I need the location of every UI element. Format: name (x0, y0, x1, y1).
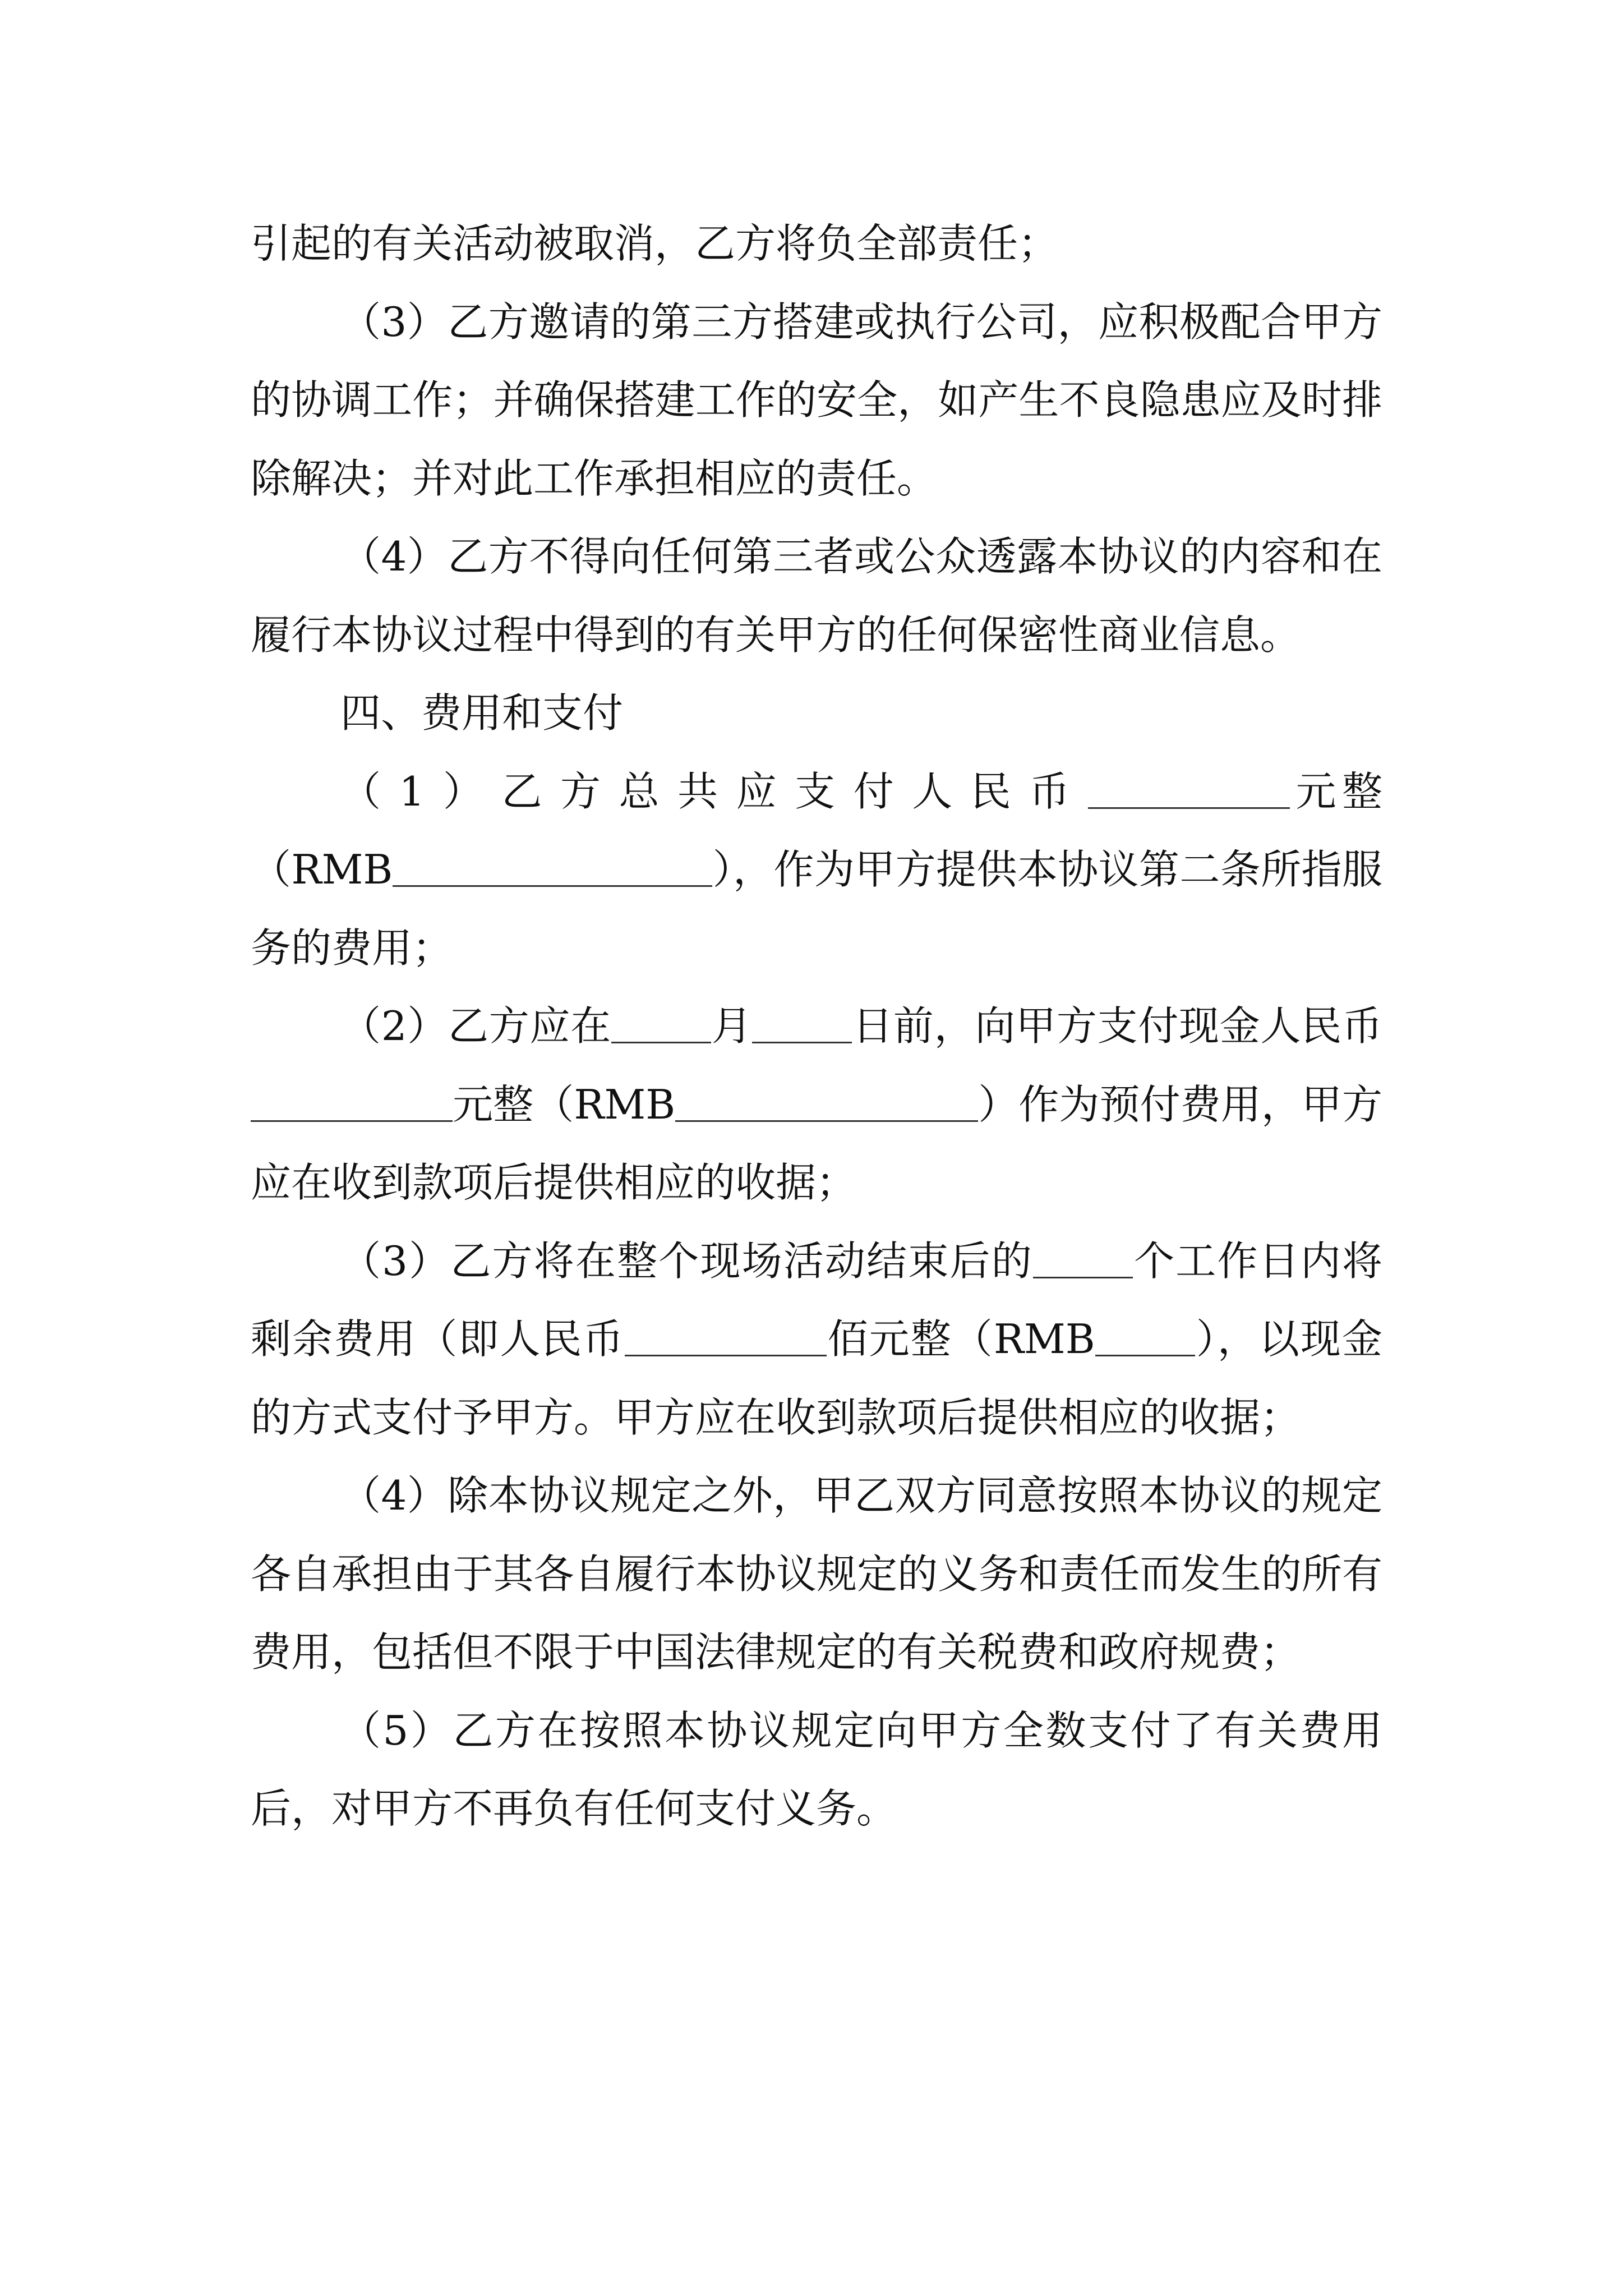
blank-total-amount (1088, 767, 1290, 809)
fee-clause-1-text-a: （1）乙方总共应支付人民币 (340, 767, 1088, 815)
fee-clause-2-text-b: 月 (711, 1002, 753, 1050)
blank-day (752, 1001, 852, 1043)
blank-total-amount-rmb (393, 845, 712, 887)
fee-clause-1-text-b: 元整（RMB (251, 767, 1382, 893)
paragraph-fee-clause-3 (251, 1222, 1382, 1457)
blank-remaining-amount (625, 1314, 827, 1356)
blank-working-days (1033, 1236, 1133, 1278)
paragraph-liability-continuation: 引起的有关活动被取消，乙方将负全部责任； (251, 220, 1059, 267)
paragraph-clause-3-third-party: （3）乙方邀请的第三方搭建或执行公司，应积极配合甲方的协调工作；并确保搭建工作的安全，如产生不良隐患应及时排除解决；并对此工作承担相应的责任。 (251, 298, 1382, 502)
fee-clause-3-text-c: 佰元整（RMB (826, 1315, 1095, 1363)
blank-prepaid-amount (251, 1080, 453, 1122)
fee-clause-2-text-e: ）作为预付费用，甲方应在收到款项后提供相应的收据； (251, 1080, 1382, 1206)
blank-prepaid-amount-rmb (675, 1080, 978, 1122)
fee-clause-3-text-b: 个工作日内将剩余费用（即人民币 (251, 1237, 1382, 1363)
paragraph-clause-4-confidentiality: （4）乙方不得向任何第三者或公众透露本协议的内容和在履行本协议过程中得到的有关甲方的任何保密性商业信息。 (251, 533, 1382, 659)
paragraph-fee-clause-4: （4）除本协议规定之外，甲乙双方同意按照本协议的规定各自承担由于其各自履行本协议规定的义务和责任而发生的所有费用，包括但不限于中国法律规定的有关税费和政府规费； (251, 1472, 1382, 1676)
fee-clause-2-text-a: （2）乙方应在 (340, 1002, 611, 1050)
fee-clause-2-text-d: 元整（RMB (453, 1080, 676, 1128)
fee-clause-3-text-d: ），以现金的方式支付予甲方。甲方应在收到款项后提供相应的收据； (251, 1315, 1382, 1441)
blank-remaining-amount-rmb (1095, 1314, 1195, 1356)
paragraph-fee-clause-5: （5）乙方在按照本协议规定向甲方全数支付了有关费用后，对甲方不再负有任何支付义务。 (251, 1706, 1382, 1832)
fee-clause-1-text-c: ），作为甲方提供本协议第二条所指服务的费用； (251, 846, 1382, 972)
blank-month (611, 1001, 711, 1043)
fee-clause-2-text-c: 日前，向甲方支付现金人民币 (852, 1002, 1382, 1050)
paragraph-fee-clause-1 (251, 753, 1382, 988)
section-heading-fees-payment: 四、费用和支付 (340, 689, 624, 737)
paragraph-fee-clause-2 (251, 987, 1382, 1222)
document-body (251, 205, 1382, 1848)
fee-clause-3-text-a: （3）乙方将在整个现场活动结束后的 (340, 1237, 1033, 1285)
